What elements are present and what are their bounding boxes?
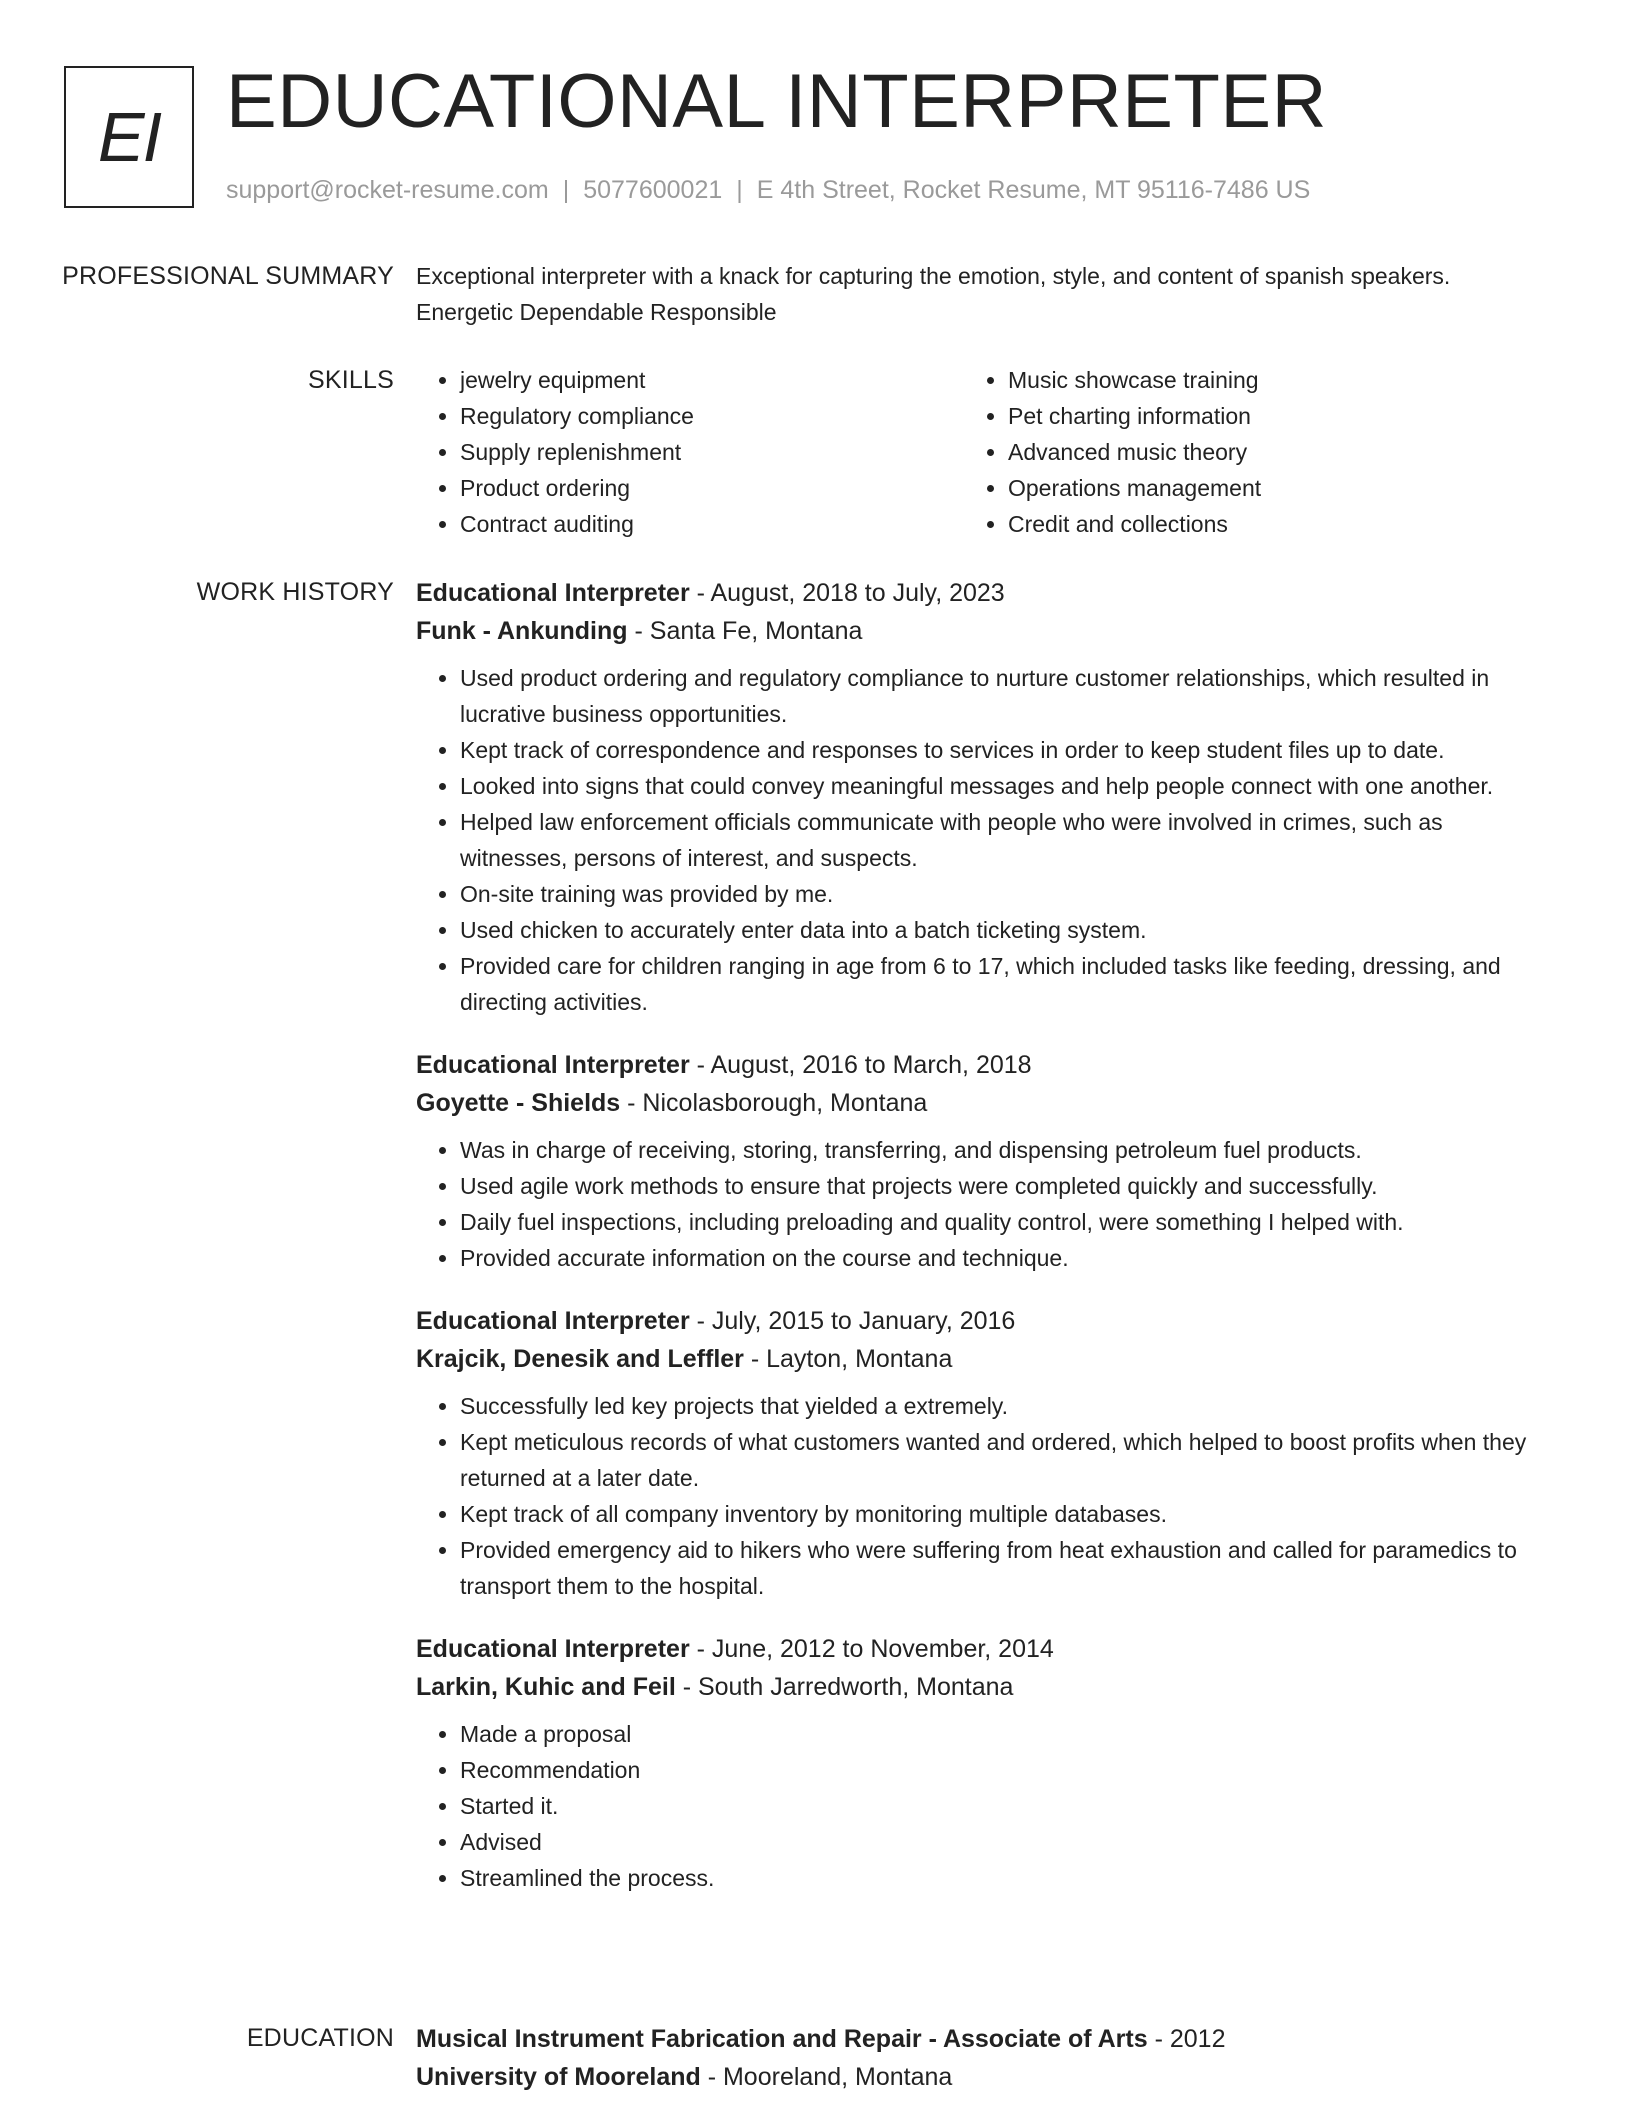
job-company: Goyette - Shields bbox=[416, 1089, 621, 1117]
education-location: - Mooreland, Montana bbox=[700, 2063, 953, 2091]
job-bullet: • Advised bbox=[460, 1824, 1546, 1860]
contact-phone: 5077600021 bbox=[583, 176, 723, 204]
contact-address: E 4th Street, Rocket Resume, MT 95116-7486 US bbox=[756, 176, 1311, 204]
job-bullet: • Used product ordering and regulatory compliance to nurture customer relationships, which resulted in lucrative business opportunities. bbox=[460, 660, 1546, 732]
job-location: - Layton, Montana bbox=[743, 1345, 953, 1373]
job-title-line bbox=[416, 574, 1546, 612]
job-bullet: • Made a proposal bbox=[460, 1716, 1546, 1752]
job-bullet: • Provided care for children ranging in age from 6 to 17, which included tasks like feeding, dressing, and directing activities. bbox=[460, 948, 1546, 1020]
job-entry bbox=[416, 574, 1546, 1020]
job-bullet: • Looked into signs that could convey meaningful messages and help people connect with one another. bbox=[460, 768, 1546, 804]
job-company-line bbox=[416, 1340, 1546, 1378]
job-bullet: • Used agile work methods to ensure that projects were completed quickly and successfully. bbox=[460, 1168, 1546, 1204]
job-location: - Nicolasborough, Montana bbox=[620, 1089, 928, 1117]
job-bullet: • Helped law enforcement officials communicate with people who were involved in crimes, such as witnesses, persons of interest, and suspects. bbox=[460, 804, 1546, 876]
job-title-line bbox=[416, 1046, 1546, 1084]
section-label-summary: PROFESSIONAL SUMMARY bbox=[62, 262, 394, 290]
contact-separator: | bbox=[736, 176, 743, 204]
job-bullet: • Kept track of correspondence and responses to services in order to keep student files up to date. bbox=[460, 732, 1546, 768]
section-education bbox=[0, 2020, 1632, 2106]
summary-text: Exceptional interpreter with a knack for capturing the emotion, style, and content of spanish speakers. Energetic Dependable Responsible bbox=[416, 263, 1451, 325]
monogram-text: EI bbox=[97, 98, 161, 176]
job-bullet: • Kept track of all company inventory by monitoring multiple databases. bbox=[460, 1496, 1546, 1532]
job-bullet: • On-site training was provided by me. bbox=[460, 876, 1546, 912]
education-school-line bbox=[416, 2058, 1546, 2096]
section-work-history bbox=[0, 574, 1632, 1922]
job-dates: - June, 2012 to November, 2014 bbox=[689, 1635, 1054, 1663]
job-bullets bbox=[416, 660, 1546, 1020]
skill-item: • Credit and collections bbox=[1008, 506, 1512, 542]
job-bullet: • Successfully led key projects that yielded a extremely. bbox=[460, 1388, 1546, 1424]
skills-list bbox=[416, 362, 1546, 542]
skill-item: • Operations management bbox=[1008, 470, 1512, 506]
job-title: Educational Interpreter bbox=[416, 1307, 690, 1335]
skill-item: • Regulatory compliance bbox=[460, 398, 964, 434]
skill-item: • Advanced music theory bbox=[1008, 434, 1512, 470]
job-title: Educational Interpreter bbox=[416, 1051, 690, 1079]
job-bullets bbox=[416, 1388, 1546, 1604]
job-title: Educational Interpreter bbox=[416, 1635, 690, 1663]
skill-item: • Music showcase training bbox=[1008, 362, 1512, 398]
skills-column-1 bbox=[416, 362, 964, 542]
section-label-work: WORK HISTORY bbox=[196, 578, 394, 606]
job-bullet: • Was in charge of receiving, storing, transferring, and dispensing petroleum fuel products. bbox=[460, 1132, 1546, 1168]
contact-line bbox=[226, 176, 1310, 205]
education-degree-line bbox=[416, 2020, 1546, 2058]
job-bullet: • Daily fuel inspections, including preloading and quality control, were something I helped with. bbox=[460, 1204, 1546, 1240]
education-degree: Musical Instrument Fabrication and Repair - Associate of Arts bbox=[416, 2025, 1148, 2053]
job-company-line bbox=[416, 1668, 1546, 1706]
job-dates: - August, 2018 to July, 2023 bbox=[689, 579, 1005, 607]
education-school: University of Mooreland bbox=[416, 2063, 701, 2091]
job-company-line bbox=[416, 1084, 1546, 1122]
skill-item: • Contract auditing bbox=[460, 506, 964, 542]
contact-separator: | bbox=[562, 176, 570, 204]
job-location: - Santa Fe, Montana bbox=[627, 617, 863, 645]
job-dates: - August, 2016 to March, 2018 bbox=[689, 1051, 1032, 1079]
job-entry bbox=[416, 1046, 1546, 1276]
job-dates: - July, 2015 to January, 2016 bbox=[689, 1307, 1016, 1335]
skills-column-2 bbox=[964, 362, 1512, 542]
job-location: - South Jarredworth, Montana bbox=[675, 1673, 1014, 1701]
job-bullet: • Provided accurate information on the course and technique. bbox=[460, 1240, 1546, 1276]
section-label-skills: SKILLS bbox=[308, 366, 394, 394]
skill-item: • Product ordering bbox=[460, 470, 964, 506]
job-bullet: • Recommendation bbox=[460, 1752, 1546, 1788]
work-history-body bbox=[416, 574, 1546, 1922]
job-company: Larkin, Kuhic and Feil bbox=[416, 1673, 676, 1701]
contact-email: support@rocket-resume.com bbox=[226, 176, 549, 204]
section-summary bbox=[0, 258, 1632, 330]
skill-item: • Pet charting information bbox=[1008, 398, 1512, 434]
job-entry bbox=[416, 1302, 1546, 1604]
skill-item: • jewelry equipment bbox=[460, 362, 964, 398]
job-company: Funk - Ankunding bbox=[416, 617, 628, 645]
job-bullet: • Provided emergency aid to hikers who were suffering from heat exhaustion and called for paramedics to transport them to the hospital. bbox=[460, 1532, 1546, 1604]
section-label-education: EDUCATION bbox=[246, 2024, 394, 2052]
job-bullets bbox=[416, 1716, 1546, 1896]
job-bullets bbox=[416, 1132, 1546, 1276]
skill-item: • Supply replenishment bbox=[460, 434, 964, 470]
job-company: Krajcik, Denesik and Leffler bbox=[416, 1345, 744, 1373]
education-year: - 2012 bbox=[1147, 2025, 1226, 2053]
section-skills bbox=[0, 362, 1632, 542]
job-bullet: • Started it. bbox=[460, 1788, 1546, 1824]
job-company-line bbox=[416, 612, 1546, 650]
job-title-line bbox=[416, 1630, 1546, 1668]
education-body bbox=[416, 2020, 1546, 2106]
job-bullet: • Streamlined the process. bbox=[460, 1860, 1546, 1896]
job-bullet: • Kept meticulous records of what customers wanted and ordered, which helped to boost profits when they returned at a later date. bbox=[460, 1424, 1546, 1496]
job-entry bbox=[416, 1630, 1546, 1896]
resume-name: EDUCATIONAL INTERPRETER bbox=[226, 59, 1327, 144]
monogram-box bbox=[64, 66, 194, 208]
job-bullet: • Used chicken to accurately enter data into a batch ticketing system. bbox=[460, 912, 1546, 948]
job-title: Educational Interpreter bbox=[416, 579, 690, 607]
job-title-line bbox=[416, 1302, 1546, 1340]
